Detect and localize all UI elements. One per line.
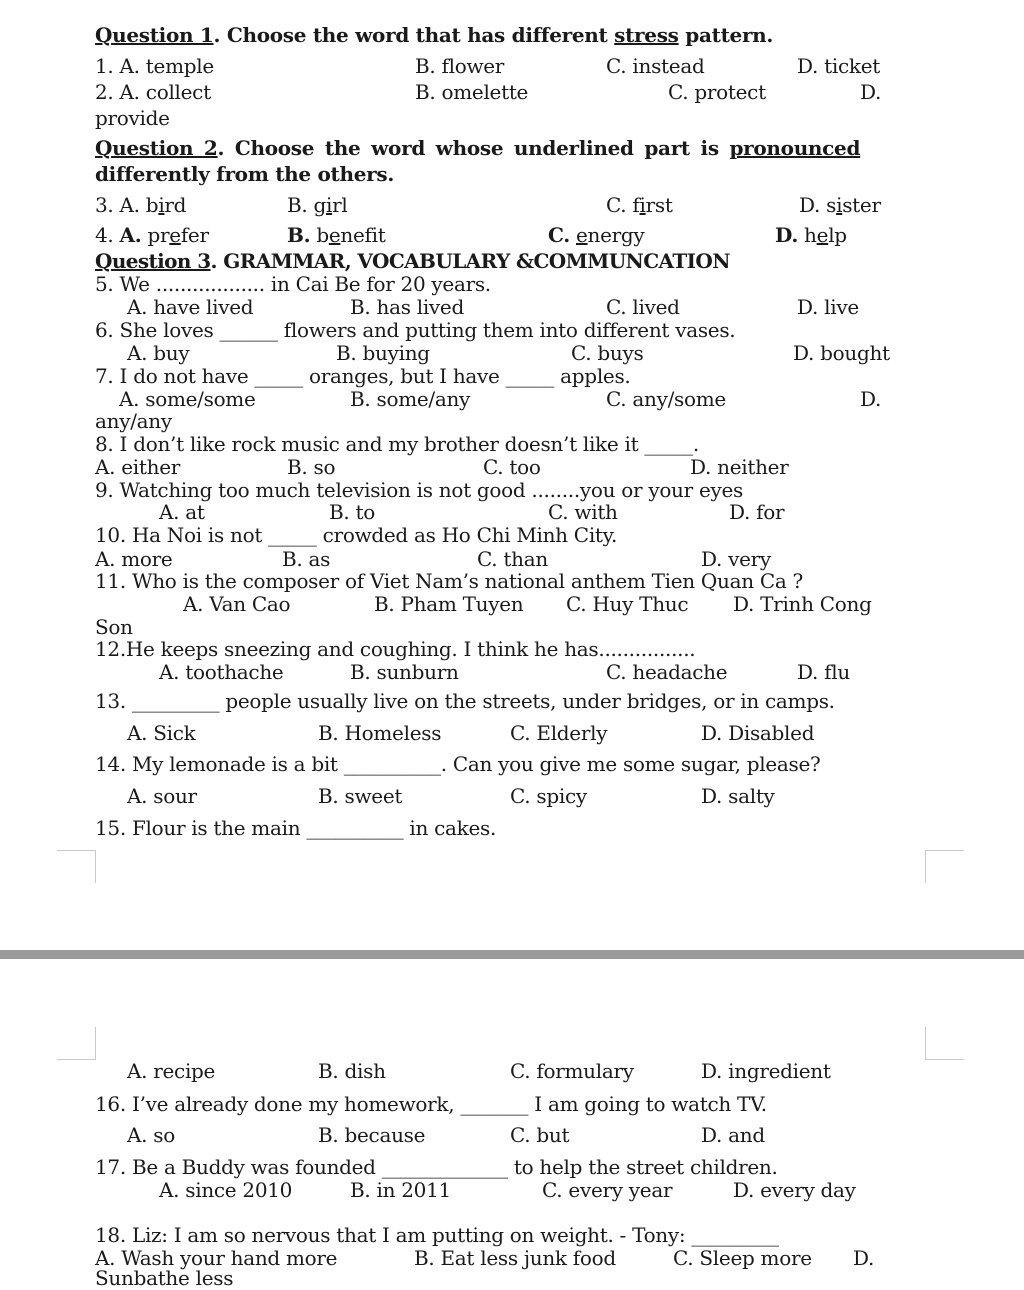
q1-item2-b: B. omelette — [415, 80, 529, 104]
q2-heading-line2: differently from the others. — [95, 162, 395, 186]
q5-stem: 5. We .................. in Cai Be for 20 years. — [95, 272, 491, 296]
q2-item4-a-post: fer — [180, 223, 209, 247]
q12-option-b: B. sunburn — [350, 660, 459, 684]
q5-option-c: C. lived — [606, 295, 680, 319]
q5-option-a: A. have lived — [127, 295, 254, 319]
q2-item4-number: 4. — [95, 223, 120, 247]
q2-item3-a-pre: 3. A. b — [95, 193, 159, 217]
q1-heading-tail: pattern. — [678, 23, 774, 47]
q17-stem: 17. Be a Buddy was founded _____________ to help the street children. — [95, 1155, 778, 1179]
q3-heading — [95, 249, 730, 273]
q8-option-c: C. too — [483, 455, 541, 479]
q2-item4-d-label: D. — [775, 223, 798, 247]
q2-item4-b-label: B. — [287, 223, 311, 247]
q10-option-b: B. as — [282, 547, 331, 571]
q2-item3-a-post: rd — [164, 193, 187, 217]
q2-item3-c — [606, 193, 673, 217]
q1-heading-text: . Choose the word that has different — [213, 23, 615, 47]
q2-item4-d-pre: h — [798, 223, 817, 247]
q2-item4-c — [548, 223, 644, 247]
q14-option-d: D. salty — [701, 784, 775, 808]
q16-option-a: A. so — [127, 1123, 175, 1147]
q2-heading-label: Question 2 — [95, 136, 218, 160]
q2-item4-d — [775, 223, 847, 247]
q7-option-a: A. some/some — [119, 387, 256, 411]
q2-item4-a-underlined: e — [169, 223, 181, 247]
q11-option-b: B. Pham Tuyen — [374, 592, 524, 616]
q1-item2-d: D. — [860, 80, 882, 104]
q3-heading-label: Question 3 — [95, 249, 211, 273]
q13-option-a: A. Sick — [127, 721, 196, 745]
q18-option-d-wrap: Sunbathe less — [95, 1266, 234, 1290]
q2-item3-b-post: rl — [332, 193, 348, 217]
q2-heading — [95, 136, 860, 160]
q13-option-b: B. Homeless — [318, 721, 442, 745]
q2-item3-d — [799, 193, 881, 217]
q3-heading-text: . GRAMMAR, VOCABULARY &COMMUNCATION — [210, 249, 730, 273]
q9-option-c: C. with — [548, 500, 618, 524]
q18-stem: 18. Liz: I am so nervous that I am putting on weight. - Tony: _________ — [95, 1223, 779, 1247]
q16-option-c: C. but — [510, 1123, 570, 1147]
q1-item1-b: B. flower — [415, 54, 505, 78]
q2-item3-d-underlined: i — [836, 193, 843, 217]
q7-option-b: B. some/any — [350, 387, 471, 411]
q18-option-b: B. Eat less junk food — [414, 1246, 616, 1270]
q2-item4-b — [287, 223, 385, 247]
q2-item3-d-post: ster — [842, 193, 881, 217]
q1-heading-label: Question 1 — [95, 23, 214, 47]
q11-option-c: C. Huy Thuc — [566, 592, 689, 616]
page-2 — [0, 959, 1024, 1290]
q2-item3-a — [95, 193, 186, 217]
q1-item2-a: 2. A. collect — [95, 80, 211, 104]
q6-option-a: A. buy — [127, 341, 190, 365]
q17-option-c: C. every year — [542, 1178, 673, 1202]
crop-mark-top-right — [925, 1027, 964, 1060]
q2-item4-c-label: C. — [548, 223, 570, 247]
q16-stem: 16. I’ve already done my homework, _______ I am going to watch TV. — [95, 1092, 767, 1116]
q1-item1-a: 1. A. temple — [95, 54, 214, 78]
q16-option-d: D. and — [701, 1123, 765, 1147]
q9-option-a: A. at — [159, 500, 205, 524]
q6-option-d: D. bought — [793, 341, 890, 365]
q2-item3-b — [287, 193, 347, 217]
q15-stem: 15. Flour is the main __________ in cakes. — [95, 816, 497, 840]
q10-stem: 10. Ha Noi is not _____ crowded as Ho Chi Minh City. — [95, 523, 618, 547]
q16-option-b: B. because — [318, 1123, 426, 1147]
q13-option-c: C. Elderly — [510, 721, 608, 745]
q2-item4-c-underlined: e — [576, 223, 588, 247]
q8-stem: 8. I don’t like rock music and my brother doesn’t like it _____. — [95, 432, 699, 456]
q6-option-c: C. buys — [571, 341, 644, 365]
q8-option-a: A. either — [95, 455, 181, 479]
q2-item3-b-pre: B. g — [287, 193, 327, 217]
q1-item2-c: C. protect — [668, 80, 766, 104]
q2-item4-b-underlined: e — [328, 223, 341, 247]
q1-item2-d-wrap: provide — [95, 106, 170, 130]
q15-option-c: C. formulary — [510, 1059, 634, 1083]
q11-stem: 11. Who is the composer of Viet Nam’s national anthem Tien Quan Ca ? — [95, 569, 803, 593]
q11-option-d-wrap: Son — [95, 615, 133, 639]
q13-option-d: D. Disabled — [701, 721, 815, 745]
q12-option-d: D. flu — [797, 660, 850, 684]
q1-heading-stress: stress — [614, 23, 679, 47]
q7-option-d: D. — [860, 387, 882, 411]
q15-option-b: B. dish — [318, 1059, 386, 1083]
q2-item3-d-pre: D. s — [799, 193, 837, 217]
crop-mark-bottom-left — [57, 850, 96, 883]
q18-option-c: C. Sleep more — [673, 1246, 812, 1270]
q14-stem: 14. My lemonade is a bit __________. Can you give me some sugar, please? — [95, 752, 821, 776]
q18-option-d: D. — [853, 1246, 875, 1270]
q11-option-a: A. Van Cao — [183, 592, 291, 616]
q12-option-a: A. toothache — [159, 660, 284, 684]
q2-item4-b-pre: b — [310, 223, 329, 247]
q2-item4-a — [95, 223, 209, 247]
q14-option-b: B. sweet — [318, 784, 403, 808]
q5-option-b: B. has lived — [350, 295, 464, 319]
q7-stem: 7. I do not have _____ oranges, but I have _____ apples. — [95, 364, 631, 388]
q7-option-c: C. any/some — [606, 387, 726, 411]
crop-mark-top-left — [57, 1027, 96, 1060]
q9-option-b: B. to — [329, 500, 375, 524]
q2-item3-c-post: rst — [645, 193, 673, 217]
q2-heading-pronounced: pronounced — [729, 136, 861, 160]
q2-item3-c-pre: C. f — [606, 193, 640, 217]
q8-option-b: B. so — [287, 455, 336, 479]
q14-option-c: C. spicy — [510, 784, 587, 808]
page-separator — [0, 950, 1024, 959]
q14-option-a: A. sour — [127, 784, 197, 808]
q2-item3-a-underlined: i — [158, 193, 165, 217]
q2-item4-a-label: A. — [119, 223, 142, 247]
q17-option-b: B. in 2011 — [350, 1178, 451, 1202]
q18-option-a: A. Wash your hand more — [95, 1246, 338, 1270]
q1-item1-c: C. instead — [606, 54, 705, 78]
q10-option-c: C. than — [477, 547, 548, 571]
q5-option-d: D. live — [797, 295, 859, 319]
q13-stem: 13. _________ people usually live on the streets, under bridges, or in camps. — [95, 689, 835, 713]
q1-heading — [95, 23, 773, 47]
q12-stem: 12.He keeps sneezing and coughing. I think he has................ — [95, 637, 696, 661]
q6-option-b: B. buying — [336, 341, 430, 365]
q9-stem: 9. Watching too much television is not good ........you or your eyes — [95, 478, 743, 502]
q11-option-d: D. Trinh Cong — [733, 592, 872, 616]
q15-option-a: A. recipe — [127, 1059, 216, 1083]
q7-option-d-wrap: any/any — [95, 409, 172, 433]
q10-option-a: A. more — [95, 547, 173, 571]
q2-item3-c-underlined: i — [639, 193, 646, 217]
q1-item1-d: D. ticket — [797, 54, 880, 78]
q10-option-d: D. very — [701, 547, 771, 571]
q2-item4-c-post: nergy — [587, 223, 645, 247]
q9-option-d: D. for — [729, 500, 785, 524]
q2-item3-b-underlined: i — [326, 193, 333, 217]
q17-option-d: D. every day — [733, 1178, 856, 1202]
q12-option-c: C. headache — [606, 660, 728, 684]
q6-stem: 6. She loves ______ flowers and putting them into different vases. — [95, 318, 736, 342]
q2-item4-d-post: lp — [828, 223, 847, 247]
q8-option-d: D. neither — [690, 455, 789, 479]
q2-item4-b-post: nefit — [340, 223, 386, 247]
q17-option-a: A. since 2010 — [159, 1178, 293, 1202]
q2-item4-d-underlined: e — [816, 223, 829, 247]
crop-mark-bottom-right — [925, 850, 964, 883]
q15-option-d: D. ingredient — [701, 1059, 831, 1083]
q2-heading-text: . Choose the word whose underlined part is — [217, 136, 730, 160]
q2-item4-a-pre: pr — [141, 223, 170, 247]
